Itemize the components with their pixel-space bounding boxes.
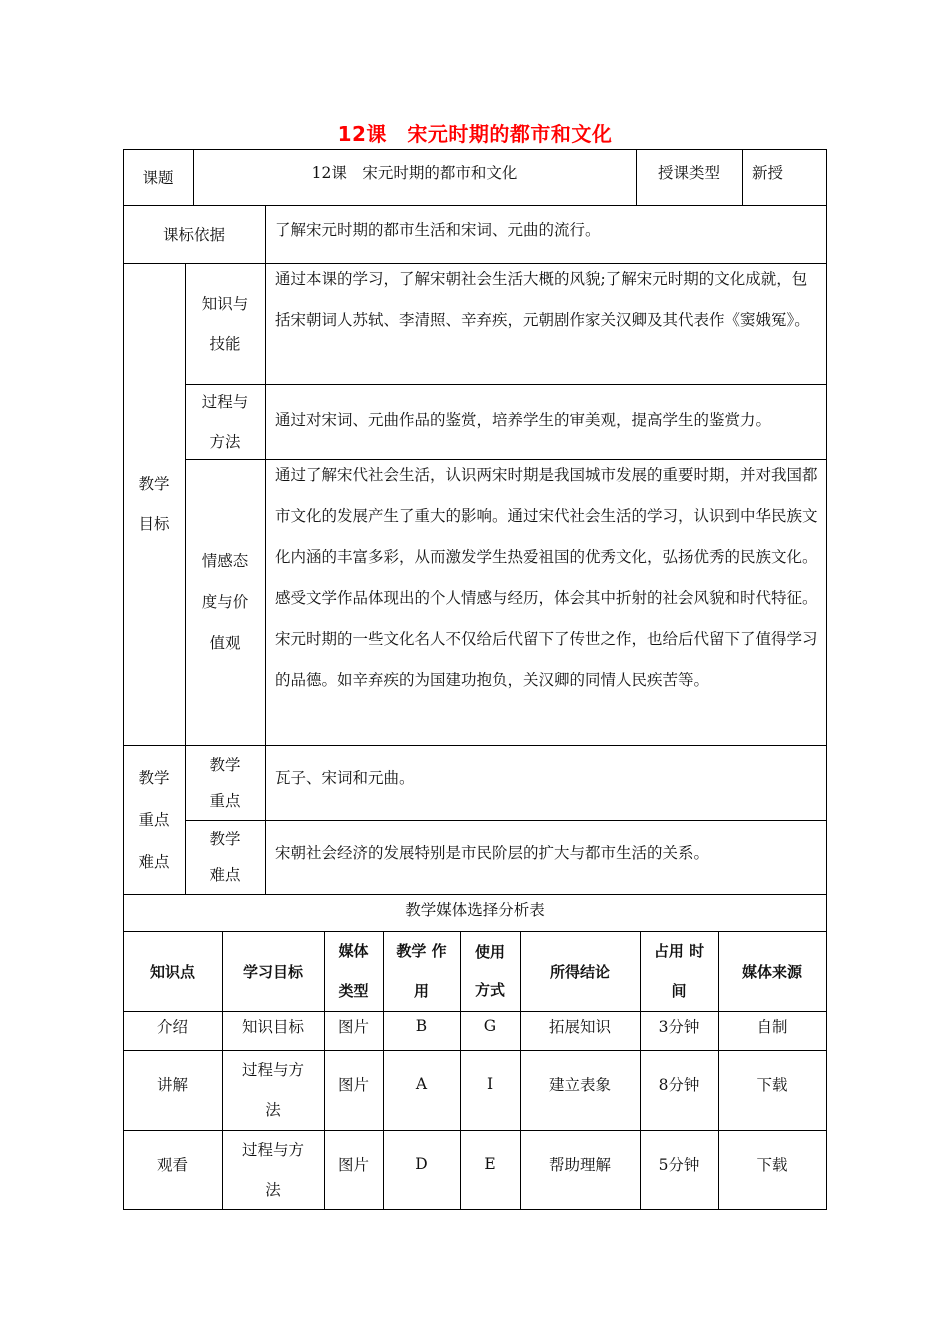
media-header-conclusion — [520, 931, 640, 1011]
media-cell-goal: 知识目标 — [241, 1018, 304, 1036]
media-cell-goal-line: 法 — [265, 1180, 281, 1199]
media-header-line: 所得结论 — [549, 962, 610, 981]
media-header-line: 方式 — [474, 981, 505, 999]
process-label-line: 过程与 — [201, 392, 249, 411]
media-header-type — [324, 931, 383, 1011]
media-header-time — [640, 931, 718, 1011]
media-cell-conclusion: 拓展知识 — [548, 1018, 611, 1036]
media-cell-goal-line: 法 — [265, 1101, 281, 1119]
media-cell-type: 图片 — [337, 1018, 369, 1036]
media-cell-type: 图片 — [337, 1076, 369, 1094]
document-title: 12课 宋元时期的都市和文化 — [337, 122, 613, 146]
media-header-point — [123, 931, 222, 1011]
media-cell-time: 3分钟 — [658, 1018, 700, 1036]
media-header-line: 占用 时 — [653, 942, 705, 960]
media-cell-goal-line: 过程与方 — [241, 1061, 304, 1079]
standard-text: 了解宋元时期的都市生活和宋词、元曲的流行。 — [275, 221, 601, 239]
process-text: 通过对宋词、元曲作品的鉴赏，培养学生的审美观，提高学生的鉴赏力。 — [275, 411, 772, 429]
process-label — [185, 384, 265, 459]
difficult-point-label — [185, 820, 265, 894]
key-point-label-line: 重点 — [209, 791, 241, 810]
media-header-line: 知识点 — [149, 962, 195, 981]
media-header-goal — [222, 931, 324, 1011]
media-cell-source: 下载 — [756, 1076, 788, 1094]
media-header-source — [718, 931, 826, 1011]
lesson-type-value: 新授 — [752, 164, 784, 182]
media-cell-role: B — [415, 1017, 428, 1035]
keypoints-label-line: 难点 — [138, 852, 170, 871]
media-cell-point: 讲解 — [156, 1076, 188, 1094]
emotion-label-line: 情感态 — [201, 551, 249, 570]
knowledge-label-line: 技能 — [209, 334, 241, 353]
media-header-line: 媒体来源 — [741, 962, 802, 981]
key-point-text: 瓦子、宋词和元曲。 — [275, 769, 415, 787]
media-cell-goal — [222, 1130, 324, 1209]
emotion-label — [185, 459, 265, 745]
media-cell-point: 观看 — [156, 1156, 188, 1174]
media-cell-method: E — [484, 1155, 496, 1173]
media-cell-time: 8分钟 — [658, 1076, 700, 1094]
media-table-caption: 教学媒体选择分析表 — [405, 901, 545, 919]
topic-value: 12课 宋元时期的都市和文化 — [311, 164, 518, 182]
keypoints-label — [123, 745, 185, 894]
knowledge-label — [185, 263, 265, 384]
goals-label — [123, 263, 185, 745]
media-cell-time: 5分钟 — [658, 1156, 700, 1174]
goals-label-line: 教学 — [138, 475, 170, 493]
media-cell-source: 自制 — [756, 1018, 788, 1036]
media-header-line: 学习目标 — [242, 962, 303, 981]
media-cell-method: G — [483, 1017, 497, 1035]
difficult-point-text: 宋朝社会经济的发展特别是市民阶层的扩大与都市生活的关系。 — [275, 844, 710, 862]
goals-label-line: 目标 — [138, 515, 170, 533]
key-point-label — [185, 745, 265, 820]
media-header-line: 教学 作 — [396, 942, 447, 960]
difficult-point-label-line: 教学 — [209, 830, 241, 848]
media-cell-point: 介绍 — [156, 1018, 188, 1036]
lesson-type-label: 授课类型 — [657, 164, 720, 182]
key-point-label-line: 教学 — [209, 755, 241, 774]
media-cell-conclusion: 帮助理解 — [548, 1156, 611, 1174]
emotion-text: 通过了解宋代社会生活，认识两宋时期是我国城市发展的重要时期，并对我国都市文化的发展产生了重大的影响。通过宋代社会生活的学习，认识到中华民族文化内涵的丰富多彩，从而激发学生热爱祖国的优秀文化，弘扬优秀的民族文化。感受文学作品体现出的个人情感与经历，体会其中折射的社会风貌和时代特征。宋元时期的一些文化名人不仅给后代留下了传世之作，也给后代留下了值得学习的品德。如辛弃疾的为国建功抱负，关汉卿的同情人民疾苦等。 — [275, 466, 818, 689]
emotion-label-line: 值观 — [209, 633, 241, 652]
media-cell-type: 图片 — [337, 1156, 369, 1174]
media-header-method — [460, 931, 520, 1011]
media-header-line: 类型 — [338, 982, 369, 1000]
keypoints-label-line: 教学 — [138, 768, 170, 787]
media-cell-goal-line: 过程与方 — [241, 1140, 304, 1159]
emotion-label-line: 度与价 — [201, 592, 249, 611]
media-cell-goal — [222, 1050, 324, 1130]
media-cell-source: 下载 — [756, 1156, 788, 1174]
media-cell-conclusion: 建立表象 — [548, 1076, 611, 1094]
table-rule — [123, 1209, 827, 1210]
media-header-line: 用 — [413, 982, 429, 1000]
standard-label: 课标依据 — [162, 226, 225, 244]
keypoints-label-line: 重点 — [138, 810, 170, 829]
media-cell-role: D — [415, 1155, 428, 1173]
knowledge-text: 通过本课的学习，了解宋朝社会生活大概的风貌;了解宋元时期的文化成就，包括宋朝词人苏轼、李清照、辛弃疾，元朝剧作家关汉卿及其代表作《窦娥冤》。 — [275, 270, 810, 329]
difficult-point-label-line: 难点 — [209, 866, 241, 884]
media-header-line: 媒体 — [338, 942, 369, 960]
process-label-line: 方法 — [209, 432, 241, 451]
media-cell-method: I — [486, 1075, 494, 1093]
media-header-role — [383, 931, 460, 1011]
topic-label: 课题 — [142, 169, 174, 187]
knowledge-label-line: 知识与 — [201, 294, 249, 313]
media-header-line: 间 — [671, 982, 687, 1000]
media-cell-role: A — [415, 1075, 428, 1093]
media-header-line: 使用 — [474, 943, 505, 961]
